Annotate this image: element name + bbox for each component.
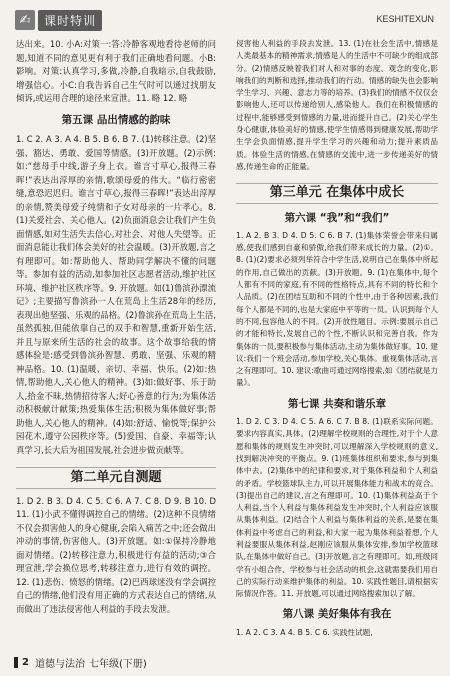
series-title: 课时特训 — [38, 10, 102, 31]
page-header — [0, 0, 450, 36]
grade-label: 七年级(下册) — [88, 659, 147, 670]
answer-paragraph: 1. D 2. B 3. D 4. C 5. C 6. A 7. C 8. D 9. B 10. D 11. (1)小武不懂得调控自己的情绪。(2)这种不良情绪不仅会损害他人的身心健康,会陷入痛苦之中;还会做出冲动的事情,伤害他人。(3)开放题。如:①保持冷静地面对情绪。(2)转移注意力,积极进行有益的活动;③合理宣泄,学会换位思考,转移注意力,进行有效的调控。12. (1)悲伤、愤怒的情绪。(2)巴西球迷没有学会调控自己的情绪,他们没有用正确的方式表达自己的情绪,从而做出了违法侵害他人利益的手段去发泄。 — [16, 495, 216, 614]
lesson-8-title: 第八课 美好集体有我在 — [282, 608, 392, 621]
answer-paragraph: 1. A 2. B 3. D 4. D 5. C 6. B 7. (1)集体荣誉会带来归属感,使我们感到自豪和骄傲,给我们带来成长的力量。(2)①。8. (1)(2)要求必须列举符合中学生活,说明自己在集体中所起的作用,自己做出的贡献。(3)开放题。9. (1)在集体中,每个人都有不同的家庭,有不同的性格特点,具有不同的特长和个人品质。(2)在团结互助和不同的个性中,由于各种因素,我们每个人都是不同的,也是大家庭中平等的一员。认识到每个人的不同,包容他人的不同。(2)开放性题目。示例:要展示自己的才能和特长,发展自己的个性,不断认识和完善自我。作为集体的一员,要积极参与集体活动,主动为集体做好事。10. 建议:我们一个班会活动,参加学校,关心集体。重视集体活动,言之有理即可。10. 建议:歌曲可通过网络搜索,如《团结就是力量》。 — [236, 230, 438, 388]
page-footer — [14, 655, 147, 670]
left-column — [16, 38, 216, 616]
pen-icon: ✍ — [15, 10, 35, 30]
subject-name: 道德与法治 — [34, 659, 85, 670]
page-number: 2 — [14, 657, 29, 668]
answer-paragraph: 达出来。10. 小A:对策一:答:冷静客观地看待老师的问题,知道不同的意见更有利于我们正确地看问题。小B:影响。对策:认真学习,多做,冷静,自我暗示,自我鼓励,增强信心。小C:自我告诉自己生气时可以通过找朋友倾诉,或运用合理的途径来宣泄。11. 略 12. 略 — [16, 39, 216, 103]
answer-paragraph: 1. D 2. C 3. D 4. C 5. A 6. C 7. B 8. (1)联系实际问题。要求内容真实,具体。(2)理解学校规则的合理性,对于个人意愿和集体的规则发生冲突时,可以理解深入学校规则的意义,找到解决冲突的平衡点。9. (1)班集体组织和要求,参与到集体中去。(2)集体中的纪律和要求,对于集体利益和个人利益的矛盾。学校篮球队主力,可以开展集体能力和战术的竞合。(3)提出自己的建议,言之有理即可。10. (1)集体利益高于个人利益,当个人利益与集体利益发生冲突时,个人利益应该服从集体利益。(2)结合个人利益与集体利益的关系,是要在集体利益中考虑自己的利益,和大家一起为集体利益着想,个人利益要服从集体利益,赵刚应该服从集体安排,参加学校篮球队,在集体中做好自己。(3)开放题,言之有理即可。如,班级同学有小组合作、学校参与社会活动的机会,这就需要我们用自己的实际行动来维护集体的利益。10. 实践性题目,请根据实际情况作答。11. 开放题,可以通过网络搜索加以了解。 — [236, 417, 438, 599]
answer-paragraph: 侵害他人利益的手段去发泄。13. (1)在社会生活中,情感是人类最基本的精神需求,情感是人的生活中不可缺少的组成部分。(2)情感反映着我们对人和对事的态度、观念的变化,影响我们的判断和选择,推动我们的行动。情感的缺失也会影响学生学习、兴趣、意志力等的培养。(3)我们的情感不仅仅会影响他人,还可以传递给别人,感染他人。我们在积极情感的过程中,能够感受到情感的力量,进而提升自己。(2)关心学生身心健康,体验美好的情感,使学生情感得到健康发展,帮助学生学会负面情感,提升学生学习的兴趣和动力;提升素质品质。体验生活的情感,在情感的交流中,进一步传递美好的情感,传递生命的正能量。 — [236, 39, 438, 171]
brand-name: KESHITEXUN — [376, 14, 434, 24]
lesson-5-title: 第五课 品出情感的韵味 — [61, 113, 171, 126]
lesson-7-title: 第七课 共奏和谐乐章 — [287, 397, 387, 410]
series-logo — [15, 10, 145, 30]
unit-3-title: 第三单元 在集体中成长 — [236, 183, 438, 203]
lesson-6-title: 第六课 “我”和“我们” — [284, 211, 390, 224]
answer-paragraph: 1. C 2. A 3. A 4. B 5. B 6. B 7. (1)转移注意。(2)坚强、豁达、勇敢、爱国等情感。(3)开放题。(2)示例:如:“慈母手中线,游子身上衣。谁言寸草心,报得三春晖!”表达出淳厚的亲情,歌颂母爱的伟大。“临行密密缝,意恐迟迟归。谁言寸草心,报得三春晖!”表达出淳厚的亲情,赞美母爱子纯情和子女对母亲的一片孝心。8. (1)关爱社会、关心他人。(2)负面消息会让我们产生负面情感,如对生活失去信心,对社会、对他人失望等。正面消息能让我们体会美好的社会温暖。(3)开放题,言之有理即可。如:帮助他人、帮助同学解决不懂的问题等。参加有益的活动,如参加社区志愿者活动,维护社区环境、维护社区秩序等。9. 开放题。如(1)鲁滨孙漂流记》;主要描写鲁滨孙一人在荒岛上生活28年的经历,表现出他坚强、乐观的品格。(2)鲁滨孙在荒岛上生活,虽然孤独,但能依靠自己的双手和智慧,重新开始生活,并且与原来所生活的社会的故事。这个故事给我的情感体验是:感受到鲁滨孙智慧、勇敢、坚强、乐观的精神品格。10. (1)温暖、亲切、幸福、快乐。(2)如:热情,帮助他人,关心他人的精神。(3)如:做好事、乐于助人,拾金不昧,热情招待客人;好心善意的行为;为集体活动积极献计献策;热爱集体生活;积极为集体做好事;帮助他人,关心他人的精神。(4)如:舒适、愉悦等;保护公园花木,遵守公园秩序等。(5)爱国、自豪、幸福等;认真学习,长大后为祖国发展,社会进步做贡献等。 — [16, 134, 216, 455]
right-column — [236, 38, 438, 639]
answer-paragraph: 1. A 2. C 3. A 4. B 5. C 6. 实践性试题, — [236, 627, 373, 637]
unit-2-test-title: 第二单元自测题 — [16, 467, 216, 489]
